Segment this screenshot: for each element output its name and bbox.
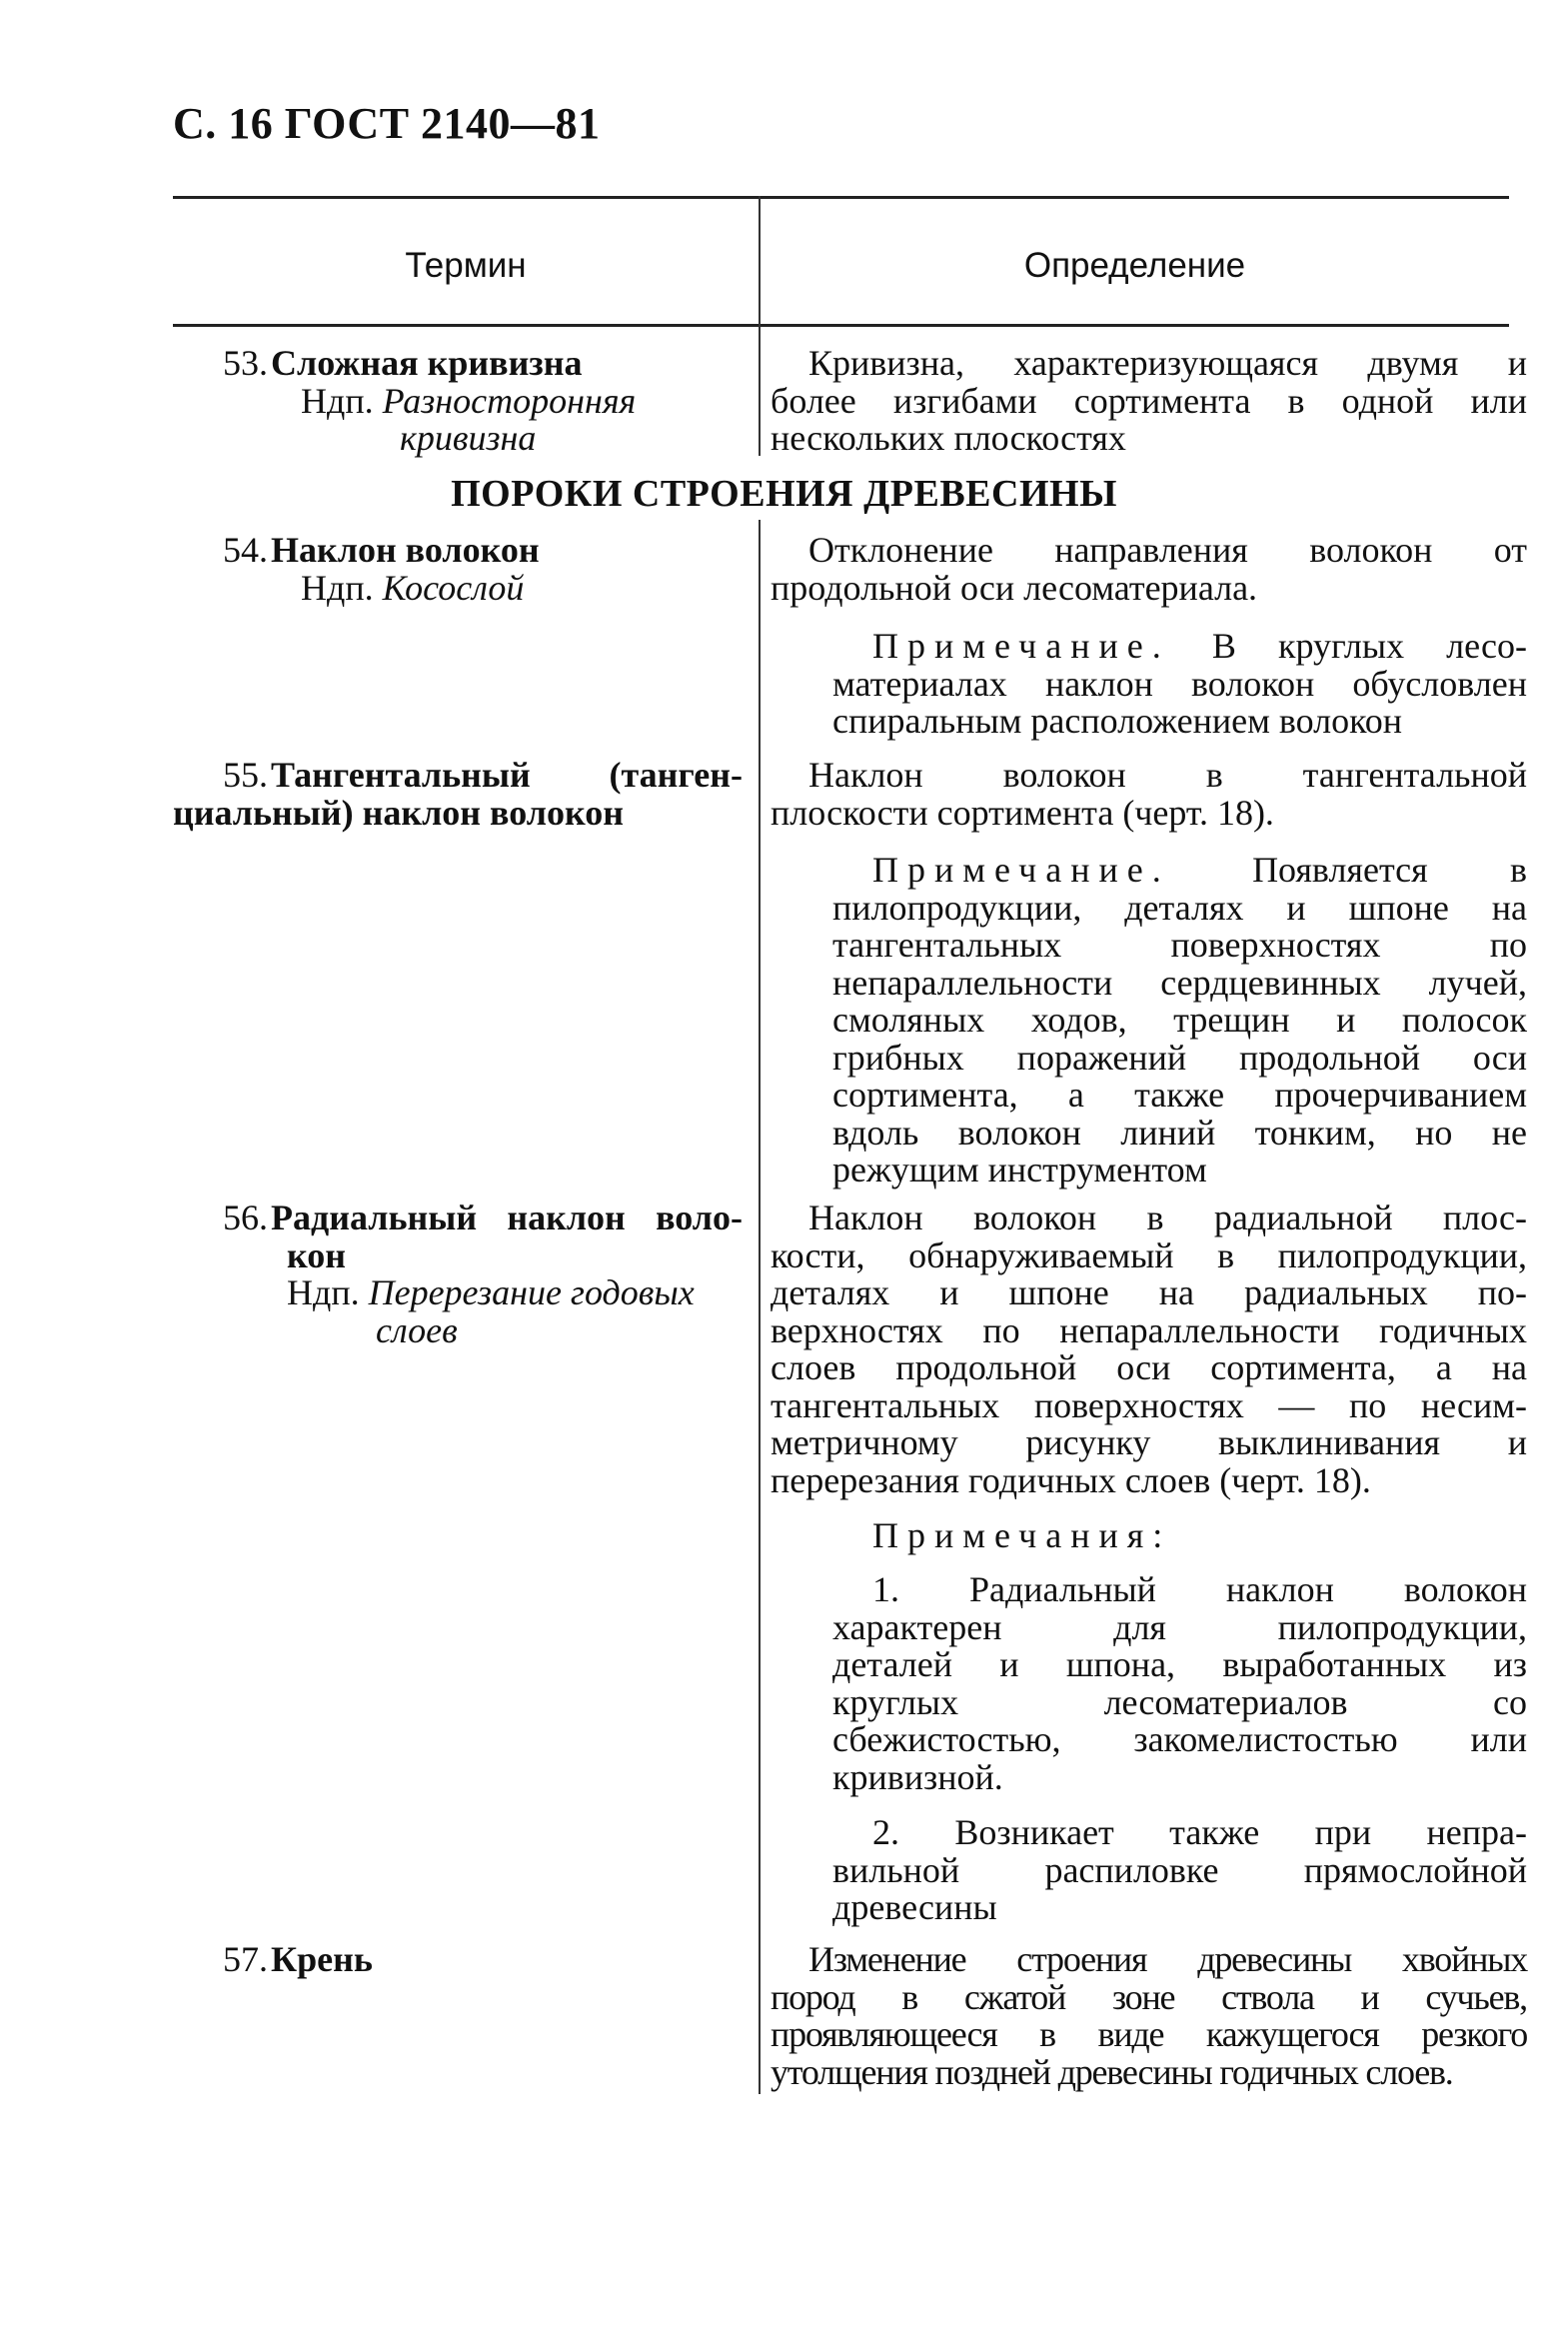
definition-56	[771, 1199, 1527, 1499]
note-line: спиральным расположением волокон	[832, 701, 1403, 741]
definition-line: кости, обнаруживаемый в пилопродукции,	[771, 1234, 1527, 1275]
note-line: сортимента, а также прочерчиванием	[832, 1075, 1527, 1115]
notes-56	[771, 1517, 1527, 1555]
definition-line: метричному рисунку выклинивания и	[771, 1422, 1527, 1462]
note-line: сбежистостью, закомелистостью или	[832, 1719, 1527, 1759]
ndp-line	[173, 380, 743, 421]
note-54	[771, 628, 1527, 741]
note-line: 2. Возникает также при непра-	[872, 1812, 1527, 1852]
term-line	[173, 757, 743, 795]
note-56-2	[771, 1814, 1527, 1927]
definition-line: слоев продольной оси сортимента, а на	[771, 1347, 1527, 1387]
definition-line: пород в сжатой зоне ствола и сучьев,	[771, 1976, 1527, 2017]
definition-line: более изгибами сортимента в одной или	[771, 380, 1527, 421]
note-line: смоляных ходов, трещин и полосок	[832, 1000, 1527, 1040]
ndp-term: Перерезание годовых	[368, 1272, 695, 1312]
term-number: 57.	[223, 1939, 268, 1979]
definition-line: нескольких плоскостях	[771, 418, 1126, 458]
note-line: непараллельности сердцевинных лучей,	[832, 962, 1527, 1003]
term-name: Крень	[271, 1939, 373, 1979]
note-line: материалах наклон волокон обусловлен	[832, 663, 1527, 704]
note-text: Появляется в	[1252, 850, 1527, 890]
note-line: вильной распиловке прямослойной	[832, 1849, 1527, 1890]
term-number: 53.	[223, 343, 268, 383]
note-line: режущим инструментом	[832, 1150, 1207, 1189]
term-name-continued: кон	[287, 1234, 347, 1275]
definition-line: деталях и шпоне на радиальных по-	[771, 1272, 1527, 1312]
ndp-term: Косослой	[382, 567, 525, 608]
term-name: Сложная кривизна	[271, 343, 583, 383]
term-name: Наклон волокон	[271, 530, 540, 570]
definition-55	[771, 757, 1527, 832]
note-line	[771, 852, 1527, 890]
definition-line: верхностях по непараллельности годичных	[771, 1309, 1527, 1350]
definition-line: продольной оси лесоматериала.	[771, 567, 1258, 608]
ndp-label: Ндп.	[301, 567, 374, 608]
column-header-definition: Определение	[1023, 246, 1246, 285]
term-entry-57	[173, 1941, 743, 1979]
ndp-term-continued: слоев	[376, 1309, 458, 1350]
term-number: 55.	[223, 755, 268, 795]
ndp-line	[173, 567, 743, 608]
section-title: ПОРОКИ СТРОЕНИЯ ДРЕВЕСИНЫ	[451, 473, 1117, 515]
term-line	[173, 1199, 743, 1237]
definition-line: Изменение строения древесины хвойных	[808, 1939, 1527, 1979]
note-line: грибных поражений продольной оси	[832, 1037, 1527, 1078]
note-label: Примечание.	[872, 850, 1170, 890]
notes-label: Примечания:	[872, 1515, 1172, 1555]
note-line: тангентальных поверхностях по	[832, 925, 1527, 965]
term-line	[173, 345, 743, 383]
term-name: Тангентальный (танген-	[271, 755, 743, 795]
definition-57	[771, 1941, 1527, 2091]
note-text: В круглых лесо-	[1211, 626, 1527, 666]
definition-line: проявляющееся в виде кажущегося резкого	[771, 2014, 1527, 2054]
term-entry-53	[173, 345, 743, 458]
term-name: Радиальный наклон воло-	[271, 1197, 743, 1237]
page-header: С. 16 ГОСТ 2140—81	[173, 99, 601, 148]
note-55	[771, 852, 1527, 1189]
definition-line: Наклон волокон в радиальной плос-	[808, 1197, 1527, 1237]
term-line	[173, 1941, 743, 1979]
term-entry-55	[173, 757, 743, 832]
ndp-label: Ндп.	[301, 380, 374, 421]
note-line: древесины	[832, 1887, 997, 1927]
term-number: 56.	[223, 1197, 268, 1237]
term-line	[173, 532, 743, 570]
table-header-rule	[173, 324, 1509, 327]
ndp-line	[173, 1274, 743, 1312]
definition-line: Отклонение направления волокон от	[808, 530, 1527, 570]
definition-line: плоскости сортимента (черт. 18).	[771, 792, 1274, 833]
definition-line: Кривизна, характеризующаяся двумя и	[808, 343, 1527, 383]
note-line: 1. Радиальный наклон волокон	[872, 1569, 1527, 1609]
note-line: круглых лесоматериалов со	[832, 1681, 1527, 1722]
note-label: Примечание.	[872, 626, 1170, 666]
definition-line: утолщения поздней древесины годичных слоев.	[771, 2051, 1453, 2092]
definition-53	[771, 345, 1527, 458]
note-line: деталей и шпона, выработанных из	[832, 1644, 1527, 1684]
note-line: вдоль волокон линий тонким, но не	[832, 1112, 1527, 1153]
term-number: 54.	[223, 530, 268, 570]
ndp-label: Ндп.	[287, 1272, 360, 1312]
note-56-1	[771, 1571, 1527, 1796]
column-header-term: Термин	[405, 246, 527, 285]
note-line: пилопродукции, деталях и шпоне на	[832, 887, 1527, 928]
ndp-term-continued: кривизна	[400, 418, 537, 458]
term-name-continued: циальный) наклон волокон	[173, 792, 624, 833]
term-entry-56	[173, 1199, 743, 1349]
term-entry-54	[173, 532, 743, 607]
note-line	[771, 628, 1527, 666]
definition-line: Наклон волокон в тангентальной	[808, 755, 1527, 795]
table-top-rule	[173, 196, 1509, 199]
definition-line: перерезания годичных слоев (черт. 18).	[771, 1459, 1371, 1500]
note-line: характерен для пилопродукции,	[832, 1606, 1527, 1647]
note-line: кривизной.	[832, 1756, 1003, 1797]
definition-line: тангентальных поверхностях — по несим-	[771, 1384, 1527, 1425]
definition-54	[771, 532, 1527, 607]
column-divider	[759, 520, 761, 2094]
ndp-term: Разносторонняя	[382, 380, 637, 421]
column-divider	[759, 196, 761, 456]
